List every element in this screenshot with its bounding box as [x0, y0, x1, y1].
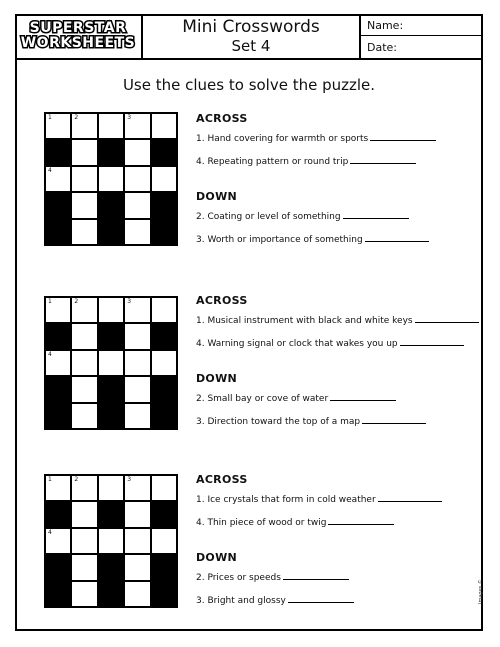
grid-cell[interactable]	[71, 192, 97, 218]
grid-cell[interactable]	[71, 581, 97, 607]
down-clue	[196, 210, 486, 223]
grid-cell[interactable]	[124, 192, 150, 218]
grid-cell[interactable]	[71, 139, 97, 165]
grid-cell[interactable]	[124, 528, 150, 554]
blocked-cell	[45, 139, 71, 165]
down-clue	[196, 415, 486, 428]
blocked-cell	[45, 219, 71, 245]
blocked-cell	[98, 554, 124, 580]
answer-line[interactable]	[415, 314, 479, 323]
clues-panel-1	[196, 112, 486, 246]
blocked-cell	[45, 403, 71, 429]
grid-cell[interactable]	[45, 475, 71, 501]
grid-cell[interactable]	[124, 113, 150, 139]
grid-cell[interactable]	[71, 501, 97, 527]
across-clue	[196, 516, 486, 529]
answer-line[interactable]	[330, 392, 396, 401]
blocked-cell	[45, 376, 71, 402]
grid-cell[interactable]	[124, 376, 150, 402]
across-clue	[196, 493, 486, 506]
grid-cell[interactable]	[45, 166, 71, 192]
blocked-cell	[98, 192, 124, 218]
grid-cell[interactable]	[71, 376, 97, 402]
answer-line[interactable]	[288, 594, 354, 603]
clue-number-1: 1	[48, 298, 52, 305]
blocked-cell	[151, 501, 177, 527]
down-heading: DOWN	[196, 551, 238, 564]
blocked-cell	[151, 554, 177, 580]
across-clue	[196, 337, 486, 350]
grid-cell[interactable]	[45, 113, 71, 139]
clue-number-2: 2	[74, 298, 79, 305]
logo-line-2: WORKSHEETS	[20, 35, 136, 51]
answer-line[interactable]	[378, 493, 442, 502]
grid-cell[interactable]	[98, 475, 124, 501]
grid-cell[interactable]	[151, 166, 177, 192]
blocked-cell	[151, 192, 177, 218]
blocked-cell	[98, 403, 124, 429]
clue-number-2: 2	[74, 476, 79, 483]
instructions: Use the clues to solve the puzzle.	[122, 76, 376, 94]
grid-cell[interactable]	[98, 166, 124, 192]
clue-text: 4. Warning signal or clock that wakes you up	[196, 339, 398, 349]
grid-cell[interactable]	[124, 323, 150, 349]
clues-panel-3	[196, 473, 486, 607]
across-heading: ACROSS	[196, 112, 248, 125]
grid-cell[interactable]	[71, 350, 97, 376]
clue-text: 3. Worth or importance of something	[196, 235, 363, 245]
across-heading: ACROSS	[196, 473, 248, 486]
blocked-cell	[151, 139, 177, 165]
grid-cell[interactable]	[124, 554, 150, 580]
clue-number-4: 4	[48, 350, 52, 358]
blocked-cell	[151, 323, 177, 349]
answer-line[interactable]	[283, 571, 349, 580]
image-credit: Images ©	[478, 579, 484, 604]
blocked-cell	[98, 323, 124, 349]
down-heading: DOWN	[196, 372, 238, 385]
grid-cell[interactable]	[45, 528, 71, 554]
name-label: Name:	[367, 19, 404, 32]
title-box	[143, 14, 361, 58]
clue-number-1: 1	[48, 114, 52, 121]
logo-line-1: SUPERSTAR	[29, 20, 127, 36]
grid-cell[interactable]	[151, 113, 177, 139]
clue-text: 4. Thin piece of wood or twig	[196, 518, 327, 528]
grid-cell[interactable]	[98, 528, 124, 554]
clue-text: 2. Prices or speeds	[196, 573, 281, 583]
answer-line[interactable]	[350, 155, 416, 164]
clue-number-3: 3	[127, 114, 132, 121]
grid-cell[interactable]	[124, 166, 150, 192]
grid-cell[interactable]	[124, 297, 150, 323]
clue-text: 2. Coating or level of something	[196, 212, 341, 222]
grid-cell[interactable]	[71, 403, 97, 429]
grid-cell[interactable]	[98, 297, 124, 323]
grid-cell[interactable]	[151, 297, 177, 323]
grid-cell[interactable]	[124, 350, 150, 376]
name-date-divider	[361, 35, 481, 36]
grid-cell[interactable]	[71, 166, 97, 192]
grid-cell[interactable]	[71, 297, 97, 323]
down-clue	[196, 233, 486, 246]
grid-cell[interactable]	[124, 219, 150, 245]
answer-line[interactable]	[370, 132, 436, 141]
blocked-cell	[98, 219, 124, 245]
clue-number-1: 1	[48, 476, 52, 483]
grid-cell[interactable]	[71, 323, 97, 349]
blocked-cell	[151, 219, 177, 245]
clue-number-3: 3	[127, 476, 132, 483]
superstar-worksheets-logo	[15, 14, 143, 58]
grid-cell[interactable]	[71, 219, 97, 245]
date-label: Date:	[367, 41, 397, 54]
grid-cell[interactable]	[124, 501, 150, 527]
grid-cell[interactable]	[151, 475, 177, 501]
grid-cell[interactable]	[124, 581, 150, 607]
answer-line[interactable]	[365, 233, 429, 242]
blocked-cell	[98, 376, 124, 402]
name-date-box	[361, 14, 481, 58]
across-clue	[196, 132, 486, 145]
blocked-cell	[45, 192, 71, 218]
blocked-cell	[45, 554, 71, 580]
grid-cell[interactable]	[71, 113, 97, 139]
clue-text: 3. Direction toward the top of a map	[196, 417, 361, 427]
clue-text: 2. Small bay or cove of water	[196, 394, 329, 404]
answer-line[interactable]	[362, 415, 426, 424]
blocked-cell	[151, 376, 177, 402]
down-clue	[196, 571, 486, 584]
blocked-cell	[45, 323, 71, 349]
grid-cell[interactable]	[98, 350, 124, 376]
across-heading: ACROSS	[196, 294, 248, 307]
blocked-cell	[98, 581, 124, 607]
worksheet-header	[15, 14, 483, 60]
across-clue	[196, 314, 486, 327]
grid-cell[interactable]	[151, 528, 177, 554]
crossword-grid-2	[44, 296, 178, 430]
clues-panel-2	[196, 294, 486, 428]
grid-cell[interactable]	[45, 297, 71, 323]
across-clue	[196, 155, 486, 168]
page-subtitle: Set 4	[231, 37, 271, 55]
clue-text: 4. Repeating pattern or round trip	[196, 157, 349, 167]
crossword-grid-1	[44, 112, 178, 246]
blocked-cell	[98, 501, 124, 527]
clue-text: 1. Musical instrument with black and white keys	[196, 316, 413, 326]
blocked-cell	[151, 403, 177, 429]
grid-cell[interactable]	[45, 350, 71, 376]
answer-line[interactable]	[400, 337, 464, 346]
down-clue	[196, 594, 486, 607]
blocked-cell	[151, 581, 177, 607]
crossword-grid-3	[44, 474, 178, 608]
clue-text: 1. Ice crystals that form in cold weather	[196, 495, 376, 505]
answer-line[interactable]	[328, 516, 394, 525]
clue-text: 3. Bright and glossy	[196, 596, 286, 606]
blocked-cell	[45, 581, 71, 607]
grid-cell[interactable]	[124, 475, 150, 501]
answer-line[interactable]	[343, 210, 409, 219]
grid-cell[interactable]	[124, 139, 150, 165]
blocked-cell	[45, 501, 71, 527]
clue-text: 1. Hand covering for warmth or sports	[196, 134, 369, 144]
grid-cell[interactable]	[71, 528, 97, 554]
grid-cell[interactable]	[124, 403, 150, 429]
grid-cell[interactable]	[151, 350, 177, 376]
clue-number-4: 4	[48, 528, 52, 536]
grid-cell[interactable]	[71, 475, 97, 501]
blocked-cell	[98, 139, 124, 165]
grid-cell[interactable]	[98, 113, 124, 139]
clue-number-3: 3	[127, 298, 132, 305]
page-title: Mini Crosswords	[182, 17, 320, 37]
clue-number-4: 4	[48, 166, 52, 174]
down-heading: DOWN	[196, 190, 238, 203]
grid-cell[interactable]	[71, 554, 97, 580]
down-clue	[196, 392, 486, 405]
clue-number-2: 2	[74, 114, 79, 121]
